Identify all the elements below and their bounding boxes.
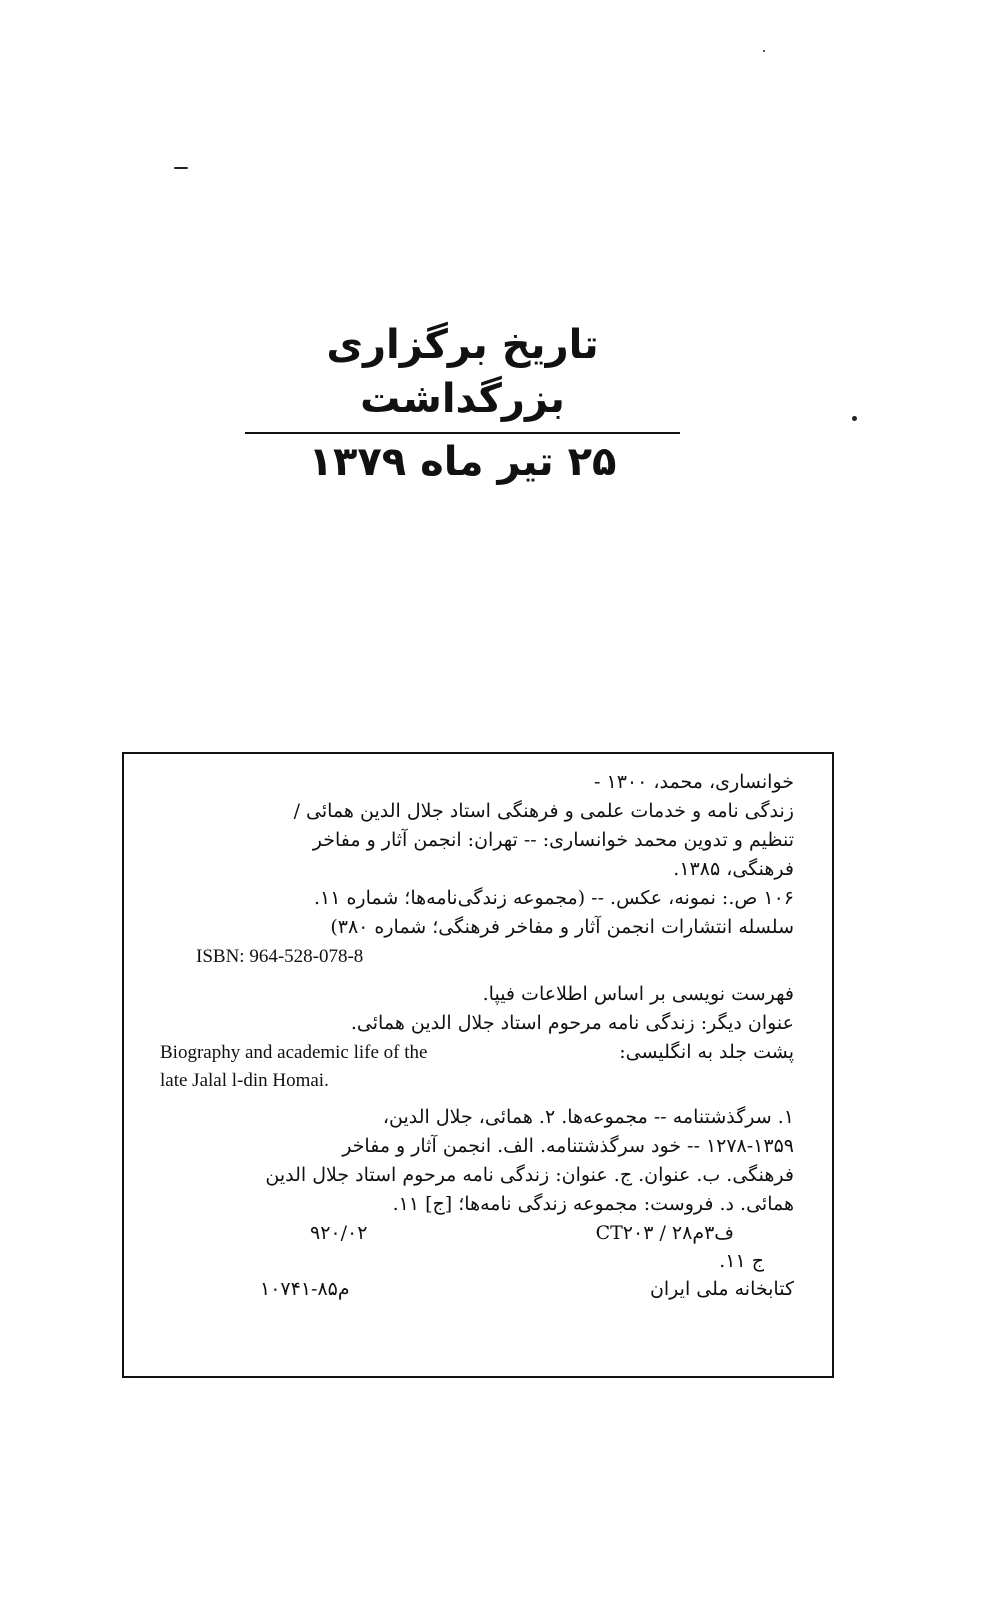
cip-english-title-row <box>160 1038 794 1067</box>
cip-library-row <box>160 1274 794 1304</box>
cip-library-name: کتابخانه ملی ایران <box>649 1278 794 1300</box>
cip-subject-line: ۱۲۷۸-۱۳۵۹ -- خود سرگذشتنامه. الف. انجمن آثار و مفاخر <box>342 1135 794 1157</box>
commemoration-title: تاریخ برگزاری بزرگداشت <box>326 322 599 422</box>
commemoration-date: ۲۵ تیر ماه ۱۳۷۹ <box>308 439 617 485</box>
cip-english-label: پشت جلد به انگلیسی: <box>619 1041 794 1063</box>
cip-note: فهرست نویسی بر اساس اطلاعات فیپا. <box>482 983 794 1005</box>
cip-dewey-number: ۹۲۰/۰۲ <box>310 1222 368 1244</box>
cip-library-number: ۱۰۷۴۱-۸۵م <box>260 1278 350 1300</box>
cip-classification-row <box>160 1219 794 1248</box>
cip-isbn: ISBN: 964-528-078-8 <box>196 946 364 967</box>
cip-title-line: زندگی نامه و خدمات علمی و فرهنگی استاد جلال الدین همائی / <box>293 800 794 822</box>
spacer <box>160 972 794 980</box>
cip-note: عنوان دیگر: زندگی نامه مرحوم استاد جلال الدین همائی. <box>350 1012 794 1034</box>
cip-english-title-continued: late Jalal l-din Homai. <box>160 1070 329 1091</box>
scan-speck <box>174 167 188 169</box>
cip-volume: ج ۱۱. <box>719 1250 764 1272</box>
cip-call-number: CT۲۰۳ / ۲۸ف۳م <box>595 1222 734 1244</box>
commemoration-header <box>245 318 680 488</box>
scan-speck <box>852 416 857 421</box>
cip-subject-line: ۱. سرگذشتنامه -- مجموعه‌ها. ۲. همائی، جلال الدین، <box>382 1106 794 1128</box>
cip-english-title: Biography and academic life of the <box>160 1042 428 1063</box>
header-divider <box>245 432 680 434</box>
cip-physical-line: ۱۰۶ ص.: نمونه، عکس. -- (مجموعه زندگی‌نامه‌ها؛ شماره ۱۱. <box>313 887 794 909</box>
scan-speck <box>763 50 765 52</box>
cataloging-in-publication-box <box>122 752 834 1378</box>
cip-subject-line: فرهنگی. ب. عنوان. ج. عنوان: زندگی نامه مرحوم استاد جلال الدین <box>265 1164 794 1186</box>
cip-physical-line: سلسله انتشارات انجمن آثار و مفاخر فرهنگی؛ شماره ۳۸۰) <box>330 916 794 938</box>
cip-subject-line: همائی. د. فروست: مجموعه زندگی نامه‌ها؛ [ج] ۱۱. <box>392 1193 794 1215</box>
cip-author-line: خوانساری، محمد، ۱۳۰۰ - <box>594 771 794 793</box>
cip-title-line: تنظیم و تدوین محمد خوانساری: -- تهران: انجمن آثار و مفاخر <box>312 829 794 851</box>
spacer <box>160 1095 794 1103</box>
cip-title-line: فرهنگی، ۱۳۸۵. <box>673 858 794 880</box>
